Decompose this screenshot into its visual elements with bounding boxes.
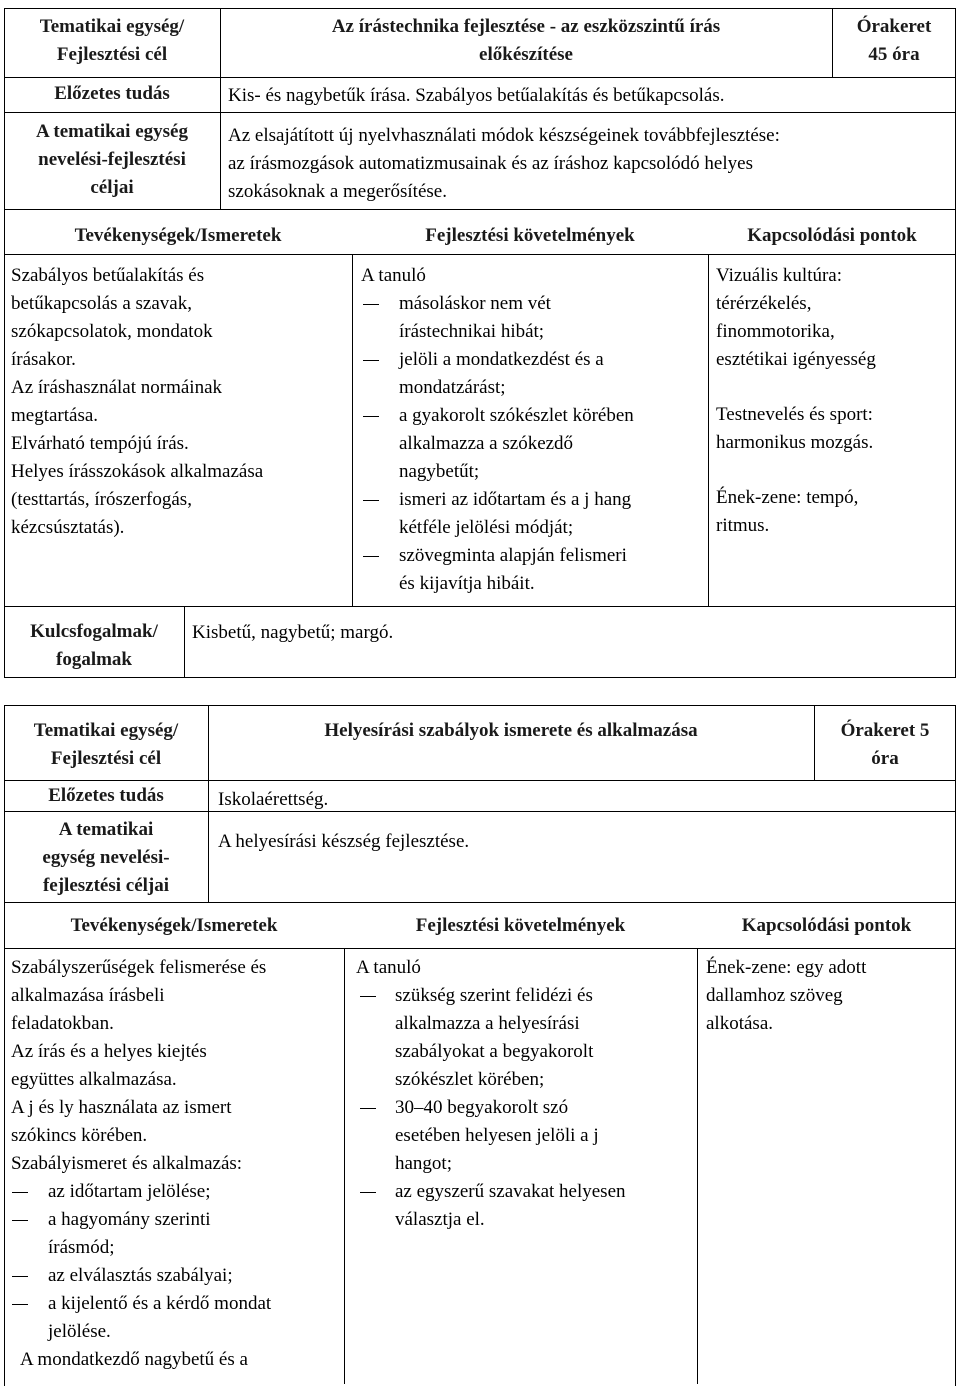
divider [4, 780, 956, 781]
list-item: a gyakorolt szókészlet körében alkalmazza a szókezdő nagybetűt; [361, 402, 701, 486]
goals-value: A helyesírási készség fejlesztése. [218, 831, 470, 852]
requirements-list [356, 982, 694, 1234]
list-item: másoláskor nem vét írástechnikai hibát; [361, 290, 701, 346]
dash-icon [363, 360, 379, 361]
list-item: az elválasztás szabályai; [11, 1262, 341, 1290]
column-header-connections: Kapcsolódási pontok [747, 225, 917, 246]
dash-icon [363, 304, 379, 305]
divider [4, 77, 956, 78]
list-item: az egyszerű szavakat helyesen választja el. [356, 1178, 694, 1234]
divider [4, 254, 956, 255]
divider [352, 254, 353, 606]
dash-icon [363, 556, 379, 557]
connections-text: Vizuális kultúra: térérzékelés, finommotorika, esztétikai igényesség Testnevelés és sport: harmonikus mozgás. Ének-zene: tempó, ritmus. [716, 265, 876, 536]
column-header-activities: Tevékenységek/Ismeretek [70, 915, 278, 936]
dash-icon [12, 1220, 28, 1221]
unit-label: Tematikai egység/ Fejlesztési cél [33, 720, 179, 769]
key-concepts-value: Kisbetű, nagybetű; margó. [192, 622, 394, 643]
hours-label: Órakeret 45 óra [856, 16, 932, 65]
goals-label: A tematikai egység nevelési-fejlesztési céljai [36, 121, 188, 198]
prior-knowledge-label: Előzetes tudás [48, 785, 164, 806]
dash-icon [363, 416, 379, 417]
requirements-intro: A tanuló [361, 265, 426, 286]
list-item: ismeri az időtartam és a j hang kétféle jelölési módját; [361, 486, 701, 542]
list-item: az időtartam jelölése; [11, 1178, 341, 1206]
dash-icon [12, 1276, 28, 1277]
unit-title: Az írástechnika fejlesztése - az eszközszintű írás előkészítése [331, 16, 721, 65]
list-item: jelöli a mondatkezdést és a mondatzárást; [361, 346, 701, 402]
dash-icon [360, 996, 376, 997]
column-header-requirements: Fejlesztési követelmények [415, 915, 626, 936]
divider [184, 606, 185, 678]
divider [4, 948, 956, 949]
list-item: 30–40 begyakorolt szó esetében helyesen jelöli a j hangot; [356, 1094, 694, 1178]
list-item: a kijelentő és a kérdő mondat jelölése. [11, 1290, 341, 1346]
activities-text: Szabályszerűségek felismerése és alkalmazása írásbeli feladatokban. Az írás és a helyes kiejtés együttes alkalmazása. A j és ly használata az ismert szókincs körében. Szabályismeret és alkalmazás: az időtartam jelölése; a hagyomány szerinti írásmód; az elválasztás szabályai; a kijelentő és a kérdő mondat jelölése. A mondatkezdő nagybetű és a [11, 954, 341, 1374]
divider [4, 902, 956, 903]
dash-icon [12, 1304, 28, 1305]
divider [4, 112, 956, 113]
unit-title: Helyesírási szabályok ismerete és alkalmazása [324, 720, 698, 741]
list-item: szükség szerint felidézi és alkalmazza a helyesírási szabályokat a begyakorolt szókészlet körében; [356, 982, 694, 1094]
column-header-activities: Tevékenységek/Ismeretek [74, 225, 282, 246]
divider [4, 209, 956, 210]
connections-text: Ének-zene: egy adott dallamhoz szöveg alkotása. [706, 957, 867, 1034]
prior-knowledge-value: Iskolaérettség. [218, 789, 329, 810]
requirements-list [361, 290, 701, 598]
divider [4, 606, 956, 607]
divider [708, 254, 709, 606]
goals-label: A tematikai egység nevelési- fejlesztési céljai [42, 819, 170, 896]
column-header-requirements: Fejlesztési követelmények [425, 225, 635, 246]
goals-value: Az elsajátított új nyelvhasználati módok készségeinek továbbfejlesztése: az írásmozgások automatizmusainak és az íráshoz kapcsolódó helyes szokásoknak a megerősítése. [228, 125, 780, 202]
dash-icon [360, 1108, 376, 1109]
dash-icon [12, 1192, 28, 1193]
divider [697, 948, 698, 1384]
activities-text: Szabályos betűalakítás és betűkapcsolás a szavak, szókapcsolatok, mondatok írásakor. Az íráshasználat normáinak megtartása. Elvárható tempójú írás. Helyes írásszokások alkalmazása (testtartás, írószerfogás, kézcsúsztatás). [11, 265, 264, 538]
dash-icon [360, 1192, 376, 1193]
dash-icon [363, 500, 379, 501]
unit-label: Tematikai egység/ Fejlesztési cél [39, 16, 185, 65]
prior-knowledge-value: Kis- és nagybetűk írása. Szabályos betűalakítás és betűkapcsolás. [228, 85, 725, 106]
divider [344, 948, 345, 1384]
column-header-connections: Kapcsolódási pontok [741, 915, 912, 936]
list-item: a hagyomány szerinti írásmód; [11, 1206, 341, 1262]
divider [4, 811, 956, 812]
prior-knowledge-label: Előzetes tudás [54, 83, 170, 104]
hours-label: Órakeret 5 óra [840, 720, 930, 769]
key-concepts-label: Kulcsfogalmak/ fogalmak [30, 621, 158, 670]
list-item: szövegminta alapján felismeri és kijavítja hibáit. [361, 542, 701, 598]
requirements-intro: A tanuló [356, 957, 421, 978]
